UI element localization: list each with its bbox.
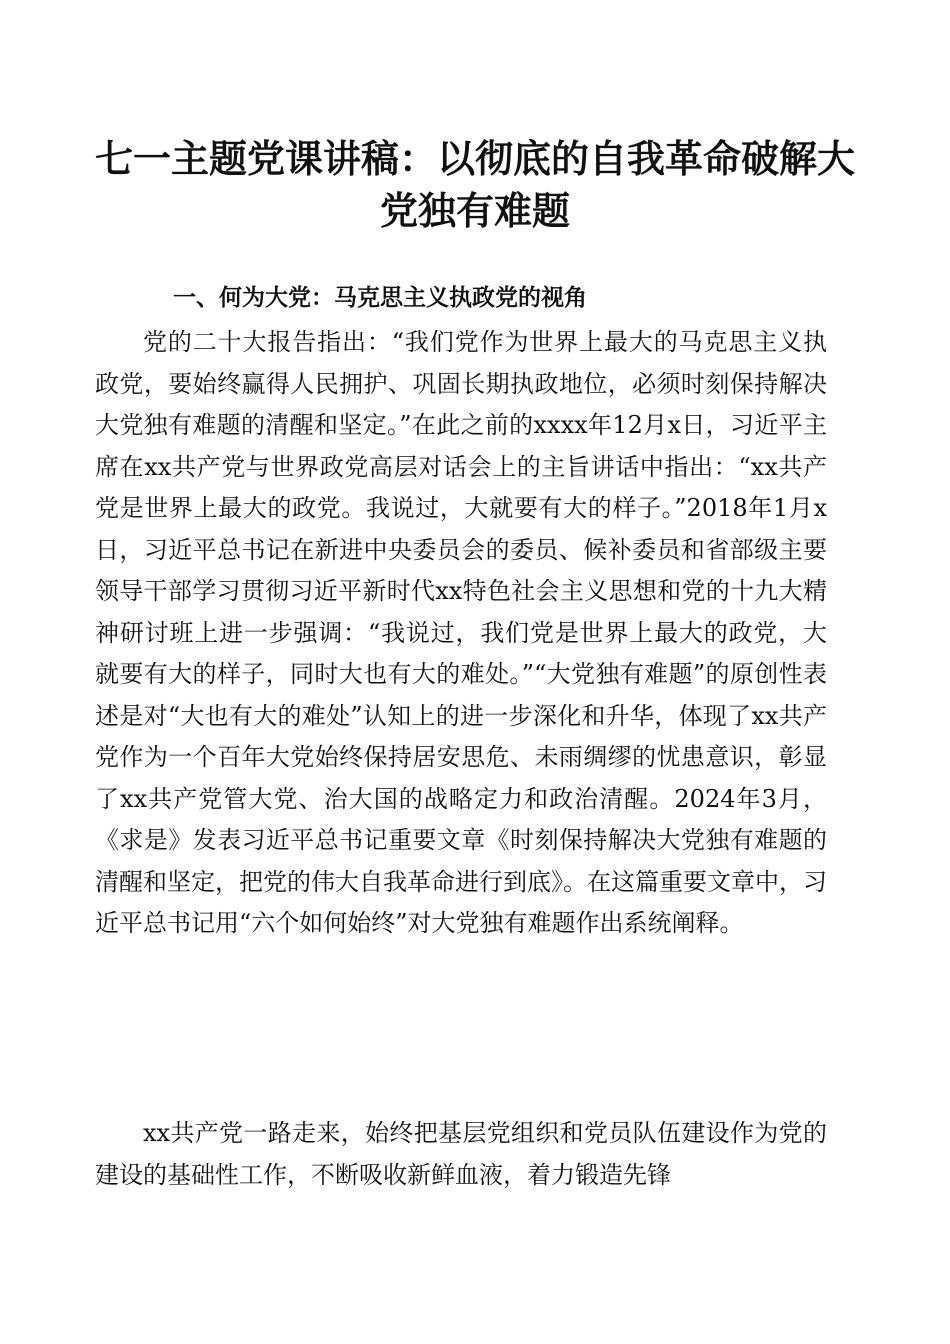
document-title: 七一主题党课讲稿：以彻底的自我革命破解大党独有难题 xyxy=(95,136,856,233)
body-paragraph-1: 党的二十大报告指出：“我们党作为世界上最大的马克思主义执政党，要始终赢得人民拥护、巩固长期执政地位，必须时刻保持解决大党独有难题的清醒和坚定。”在此之前的xxxx年12月x日，习近平主席在xx共产党与世界政党高层对话会上的主旨讲话中指出：“xx共产党是世界上最大的政党。我说过，大就要有大的样子。”2018年1月x日，习近平总书记在新进中央委员会的委员、候补委员和省部级主要领导干部学习贯彻习近平新时代xx特色社会主义思想和党的十九大精神研讨班上进一步强调：“我说过，我们党是世界上最大的政党，大就要有大的样子，同时大也有大的难处。”“大党独有难题”的原创性表述是对“大也有大的难处”认知上的进一步深化和升华，体现了xx共产党作为一个百年大党始终保持居安思危、未雨绸缪的忧患意识，彰显了xx共产党管大党、治大国的战略定力和政治清醒。2024年3月，《求是》发表习近平总书记重要文章《时刻保持解决大党独有难题的清醒和坚定，把党的伟大自我革命进行到底》。在这篇重要文章中，习近平总书记用“六个如何始终”对大党独有难题作出系统阐释。 xyxy=(95,328,827,937)
section-heading: 一、何为大党：马克思主义执政党的视角 xyxy=(173,285,587,311)
body-paragraph-2: xx共产党一路走来，始终把基层党组织和党员队伍建设作为党的建设的基础性工作，不断吸收新鲜血液，着力锻造先锋 xyxy=(95,1119,827,1189)
